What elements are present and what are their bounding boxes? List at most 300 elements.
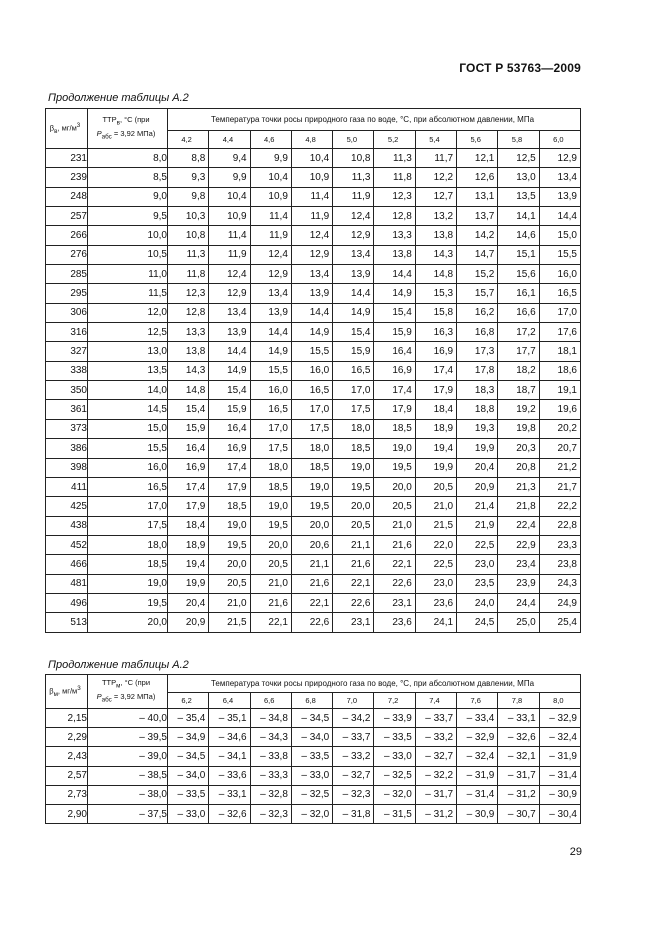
cell-dew-point: 9,3 — [168, 168, 209, 187]
cell-concentration: 2,29 — [46, 728, 88, 747]
cell-dew-point: 24,5 — [457, 613, 498, 632]
cell-dew-point: 14,9 — [374, 284, 415, 303]
cell-dew-point: 13,1 — [457, 187, 498, 206]
cell-dew-point: – 33,1 — [498, 709, 539, 728]
col-header-ttr: $ТТР_м$, °С (при $Р_{абс} = 3,92$ МПа) — [88, 675, 168, 709]
cell-dew-point: 18,0 — [291, 439, 332, 458]
cell-dew-point: 14,6 — [498, 226, 539, 245]
cell-dew-point: 24,3 — [539, 574, 580, 593]
cell-dew-point: 20,0 — [250, 535, 291, 554]
cell-dew-point: 19,3 — [457, 419, 498, 438]
cell-dew-point: 14,9 — [291, 323, 332, 342]
cell-dew-point: – 32,7 — [333, 766, 374, 785]
table-row — [46, 187, 581, 206]
cell-concentration: 373 — [46, 419, 88, 438]
table-row — [46, 245, 581, 264]
cell-dew-point: 12,2 — [415, 168, 456, 187]
cell-dew-point: – 32,4 — [457, 747, 498, 766]
cell-dew-point: – 30,9 — [457, 804, 498, 823]
cell-dew-point: 13,2 — [415, 207, 456, 226]
cell-ttr: 8,0 — [88, 149, 168, 168]
cell-dew-point: 16,4 — [374, 342, 415, 361]
cell-dew-point: 21,6 — [291, 574, 332, 593]
cell-dew-point: 12,8 — [374, 207, 415, 226]
cell-dew-point: 17,3 — [457, 342, 498, 361]
table-row — [46, 574, 581, 593]
cell-dew-point: – 32,0 — [291, 804, 332, 823]
cell-dew-point: 15,4 — [374, 303, 415, 322]
cell-dew-point: 22,6 — [374, 574, 415, 593]
cell-dew-point: 13,8 — [168, 342, 209, 361]
cell-dew-point: 16,5 — [333, 361, 374, 380]
table-row — [46, 265, 581, 284]
cell-concentration: 438 — [46, 516, 88, 535]
pressure-header-cell: 4,4 — [209, 131, 250, 149]
cell-dew-point: 13,9 — [209, 323, 250, 342]
cell-dew-point: 16,0 — [250, 381, 291, 400]
cell-dew-point: 12,4 — [333, 207, 374, 226]
pressure-header-cell: 4,8 — [291, 131, 332, 149]
cell-dew-point: 25,4 — [539, 613, 580, 632]
cell-dew-point: 11,3 — [168, 245, 209, 264]
cell-dew-point: 19,5 — [250, 516, 291, 535]
cell-dew-point: 19,0 — [250, 497, 291, 516]
cell-dew-point: 22,2 — [539, 497, 580, 516]
cell-dew-point: 24,1 — [415, 613, 456, 632]
cell-dew-point: – 32,8 — [250, 785, 291, 804]
cell-ttr: – 40,0 — [88, 709, 168, 728]
cell-concentration: 231 — [46, 149, 88, 168]
cell-dew-point: 21,2 — [539, 458, 580, 477]
cell-ttr: 16,5 — [88, 477, 168, 496]
cell-dew-point: 15,1 — [498, 245, 539, 264]
table-row — [46, 804, 581, 823]
cell-dew-point: 23,0 — [457, 555, 498, 574]
pressure-header-cell: 7,0 — [333, 693, 374, 709]
pressure-header-cell: 7,8 — [498, 693, 539, 709]
cell-dew-point: – 33,5 — [291, 747, 332, 766]
cell-dew-point: 17,9 — [168, 497, 209, 516]
cell-dew-point: 15,3 — [415, 284, 456, 303]
pressure-header-cell: 6,0 — [539, 131, 580, 149]
cell-dew-point: – 32,4 — [539, 728, 580, 747]
cell-dew-point: 11,8 — [374, 168, 415, 187]
cell-dew-point: 18,8 — [457, 400, 498, 419]
cell-concentration: 316 — [46, 323, 88, 342]
cell-dew-point: 11,9 — [250, 226, 291, 245]
cell-dew-point: 13,4 — [291, 265, 332, 284]
cell-dew-point: 17,9 — [209, 477, 250, 496]
cell-dew-point: – 33,0 — [374, 747, 415, 766]
cell-ttr: 12,0 — [88, 303, 168, 322]
cell-dew-point: 17,4 — [209, 458, 250, 477]
cell-dew-point: 11,4 — [291, 187, 332, 206]
cell-dew-point: 17,5 — [291, 419, 332, 438]
cell-dew-point: 17,6 — [539, 323, 580, 342]
cell-dew-point: 18,0 — [333, 419, 374, 438]
cell-dew-point: 9,8 — [168, 187, 209, 206]
cell-dew-point: – 30,7 — [498, 804, 539, 823]
cell-ttr: 13,0 — [88, 342, 168, 361]
cell-dew-point: – 33,6 — [209, 766, 250, 785]
cell-ttr: 19,0 — [88, 574, 168, 593]
cell-dew-point: 11,3 — [374, 149, 415, 168]
cell-dew-point: 12,3 — [168, 284, 209, 303]
cell-dew-point: 19,4 — [415, 439, 456, 458]
cell-dew-point: 18,5 — [333, 439, 374, 458]
cell-dew-point: 17,4 — [374, 381, 415, 400]
pressure-header-cell: 5,8 — [498, 131, 539, 149]
cell-dew-point: 20,9 — [457, 477, 498, 496]
cell-dew-point: 17,5 — [250, 439, 291, 458]
cell-dew-point: 22,6 — [333, 593, 374, 612]
cell-dew-point: 21,9 — [457, 516, 498, 535]
cell-dew-point: 23,1 — [374, 593, 415, 612]
cell-concentration: 2,73 — [46, 785, 88, 804]
cell-dew-point: 10,3 — [168, 207, 209, 226]
cell-dew-point: – 32,6 — [498, 728, 539, 747]
cell-dew-point: 17,5 — [333, 400, 374, 419]
cell-dew-point: 22,1 — [333, 574, 374, 593]
cell-concentration: 338 — [46, 361, 88, 380]
cell-dew-point: 15,9 — [209, 400, 250, 419]
cell-dew-point: 10,4 — [209, 187, 250, 206]
table-row — [46, 593, 581, 612]
pressure-header-cell: 5,4 — [415, 131, 456, 149]
cell-dew-point: 23,4 — [498, 555, 539, 574]
cell-dew-point: – 33,3 — [250, 766, 291, 785]
cell-dew-point: – 33,4 — [457, 709, 498, 728]
pressure-header-cell: 4,6 — [250, 131, 291, 149]
cell-dew-point: – 35,4 — [168, 709, 209, 728]
cell-dew-point: 22,5 — [457, 535, 498, 554]
cell-dew-point: 13,4 — [250, 284, 291, 303]
cell-dew-point: 17,0 — [291, 400, 332, 419]
cell-dew-point: – 33,0 — [168, 804, 209, 823]
cell-dew-point: 12,9 — [250, 265, 291, 284]
cell-dew-point: – 34,6 — [209, 728, 250, 747]
cell-dew-point: 16,5 — [250, 400, 291, 419]
cell-dew-point: 16,8 — [457, 323, 498, 342]
cell-dew-point: 19,9 — [457, 439, 498, 458]
pressure-header-cell: 8,0 — [539, 693, 580, 709]
cell-dew-point: 17,9 — [415, 381, 456, 400]
pressure-header-cell: 6,6 — [250, 693, 291, 709]
cell-dew-point: 24,0 — [457, 593, 498, 612]
cell-dew-point: 14,4 — [250, 323, 291, 342]
cell-dew-point: 21,6 — [250, 593, 291, 612]
table-row — [46, 400, 581, 419]
cell-concentration: 2,43 — [46, 747, 88, 766]
table2-body — [46, 709, 581, 824]
cell-dew-point: 23,5 — [457, 574, 498, 593]
cell-dew-point: 11,4 — [250, 207, 291, 226]
cell-dew-point: 14,9 — [333, 303, 374, 322]
cell-dew-point: 22,4 — [498, 516, 539, 535]
cell-dew-point: 19,0 — [374, 439, 415, 458]
cell-dew-point: 19,0 — [291, 477, 332, 496]
cell-dew-point: 22,8 — [539, 516, 580, 535]
cell-dew-point: 15,5 — [250, 361, 291, 380]
cell-concentration: 452 — [46, 535, 88, 554]
cell-dew-point: 12,7 — [415, 187, 456, 206]
cell-ttr: – 39,5 — [88, 728, 168, 747]
cell-dew-point: 25,0 — [498, 613, 539, 632]
cell-dew-point: 20,0 — [374, 477, 415, 496]
cell-dew-point: – 34,3 — [250, 728, 291, 747]
cell-dew-point: 15,5 — [291, 342, 332, 361]
cell-dew-point: 19,4 — [168, 555, 209, 574]
cell-concentration: 327 — [46, 342, 88, 361]
cell-dew-point: – 31,7 — [498, 766, 539, 785]
table-row — [46, 342, 581, 361]
cell-dew-point: – 34,0 — [168, 766, 209, 785]
cell-dew-point: – 33,1 — [209, 785, 250, 804]
cell-dew-point: 13,9 — [250, 303, 291, 322]
cell-dew-point: – 32,2 — [415, 766, 456, 785]
cell-dew-point: 19,5 — [333, 477, 374, 496]
cell-dew-point: 10,8 — [333, 149, 374, 168]
cell-dew-point: 20,5 — [333, 516, 374, 535]
cell-dew-point: 16,6 — [498, 303, 539, 322]
pressure-header-cell: 5,0 — [333, 131, 374, 149]
group-header-dew-point: Температура точки росы природного газа по воде, °С, при абсолютном давлении, МПа — [168, 109, 581, 131]
cell-dew-point: 23,3 — [539, 535, 580, 554]
table-row — [46, 497, 581, 516]
cell-dew-point: 12,4 — [291, 226, 332, 245]
cell-ttr: 14,5 — [88, 400, 168, 419]
cell-dew-point: 15,9 — [374, 323, 415, 342]
cell-dew-point: 14,4 — [539, 207, 580, 226]
cell-dew-point: 18,4 — [168, 516, 209, 535]
cell-dew-point: – 32,7 — [415, 747, 456, 766]
cell-dew-point: – 31,4 — [539, 766, 580, 785]
cell-dew-point: 20,5 — [250, 555, 291, 574]
cell-dew-point: 21,8 — [498, 497, 539, 516]
cell-dew-point: 10,9 — [250, 187, 291, 206]
cell-ttr: 12,5 — [88, 323, 168, 342]
cell-dew-point: 15,9 — [168, 419, 209, 438]
table-row — [46, 361, 581, 380]
cell-concentration: 2,15 — [46, 709, 88, 728]
table-row — [46, 207, 581, 226]
cell-dew-point: 15,4 — [168, 400, 209, 419]
pressure-header-cell: 7,4 — [415, 693, 456, 709]
cell-dew-point: – 32,5 — [291, 785, 332, 804]
cell-concentration: 350 — [46, 381, 88, 400]
cell-concentration: 496 — [46, 593, 88, 612]
cell-dew-point: 13,8 — [415, 226, 456, 245]
cell-dew-point: 18,1 — [539, 342, 580, 361]
cell-dew-point: 19,5 — [374, 458, 415, 477]
cell-dew-point: 18,0 — [250, 458, 291, 477]
cell-dew-point: 21,6 — [333, 555, 374, 574]
cell-dew-point: 19,0 — [209, 516, 250, 535]
cell-dew-point: 12,9 — [209, 284, 250, 303]
cell-dew-point: 12,5 — [498, 149, 539, 168]
cell-dew-point: 22,0 — [415, 535, 456, 554]
cell-dew-point: 14,4 — [209, 342, 250, 361]
cell-ttr: 16,0 — [88, 458, 168, 477]
cell-ttr: 18,5 — [88, 555, 168, 574]
cell-dew-point: – 30,9 — [539, 785, 580, 804]
cell-concentration: 398 — [46, 458, 88, 477]
pressure-header-cell: 4,2 — [168, 131, 209, 149]
cell-dew-point: 13,9 — [291, 284, 332, 303]
cell-dew-point: 21,1 — [291, 555, 332, 574]
cell-dew-point: 14,4 — [291, 303, 332, 322]
pressure-header-cell: 6,4 — [209, 693, 250, 709]
cell-dew-point: 11,9 — [291, 207, 332, 226]
cell-dew-point: 12,3 — [374, 187, 415, 206]
cell-dew-point: 14,4 — [374, 265, 415, 284]
cell-concentration: 2,90 — [46, 804, 88, 823]
table-row — [46, 613, 581, 632]
cell-concentration: 285 — [46, 265, 88, 284]
cell-dew-point: 18,2 — [498, 361, 539, 380]
cell-dew-point: 18,4 — [415, 400, 456, 419]
cell-dew-point: 12,4 — [209, 265, 250, 284]
cell-concentration: 481 — [46, 574, 88, 593]
cell-dew-point: 19,9 — [168, 574, 209, 593]
cell-concentration: 257 — [46, 207, 88, 226]
table-row — [46, 168, 581, 187]
cell-dew-point: 13,7 — [457, 207, 498, 226]
cell-dew-point: 21,7 — [539, 477, 580, 496]
cell-dew-point: 8,8 — [168, 149, 209, 168]
cell-dew-point: 18,7 — [498, 381, 539, 400]
cell-dew-point: 20,0 — [291, 516, 332, 535]
dew-point-table-1 — [45, 108, 581, 633]
cell-dew-point: 20,9 — [168, 613, 209, 632]
cell-dew-point: 20,0 — [209, 555, 250, 574]
cell-dew-point: 21,4 — [457, 497, 498, 516]
cell-dew-point: 20,6 — [291, 535, 332, 554]
cell-dew-point: 9,9 — [250, 149, 291, 168]
cell-dew-point: 19,9 — [415, 458, 456, 477]
cell-dew-point: 20,4 — [168, 593, 209, 612]
cell-dew-point: 14,2 — [457, 226, 498, 245]
table-row — [46, 728, 581, 747]
cell-dew-point: 14,3 — [415, 245, 456, 264]
cell-ttr: 10,5 — [88, 245, 168, 264]
cell-dew-point: 20,2 — [539, 419, 580, 438]
cell-dew-point: 24,9 — [539, 593, 580, 612]
cell-dew-point: 22,9 — [498, 535, 539, 554]
pressure-header-cell: 7,6 — [457, 693, 498, 709]
cell-concentration: 306 — [46, 303, 88, 322]
cell-ttr: 11,5 — [88, 284, 168, 303]
cell-dew-point: 17,7 — [498, 342, 539, 361]
cell-dew-point: 23,1 — [333, 613, 374, 632]
cell-dew-point: 10,9 — [209, 207, 250, 226]
cell-dew-point: 23,9 — [498, 574, 539, 593]
cell-dew-point: 22,1 — [291, 593, 332, 612]
cell-dew-point: – 32,0 — [374, 785, 415, 804]
cell-dew-point: – 32,3 — [333, 785, 374, 804]
cell-dew-point: 14,4 — [333, 284, 374, 303]
cell-concentration: 411 — [46, 477, 88, 496]
table-row — [46, 709, 581, 728]
cell-dew-point: 19,5 — [209, 535, 250, 554]
cell-ttr: 10,0 — [88, 226, 168, 245]
cell-dew-point: – 33,5 — [168, 785, 209, 804]
cell-dew-point: – 34,8 — [250, 709, 291, 728]
group-header-dew-point: Температура точки росы природного газа по воде, °С, при абсолютном давлении, МПа — [168, 675, 581, 693]
cell-dew-point: 23,0 — [415, 574, 456, 593]
cell-dew-point: 16,5 — [539, 284, 580, 303]
cell-dew-point: 21,0 — [374, 516, 415, 535]
cell-dew-point: 19,2 — [498, 400, 539, 419]
cell-dew-point: 13,4 — [333, 245, 374, 264]
cell-concentration: 386 — [46, 439, 88, 458]
table-row — [46, 516, 581, 535]
cell-dew-point: 12,1 — [457, 149, 498, 168]
cell-dew-point: – 31,9 — [457, 766, 498, 785]
cell-dew-point: 16,1 — [498, 284, 539, 303]
cell-dew-point: 13,0 — [498, 168, 539, 187]
cell-concentration: 2,57 — [46, 766, 88, 785]
table-row — [46, 766, 581, 785]
cell-dew-point: – 33,2 — [415, 728, 456, 747]
cell-ttr: – 37,5 — [88, 804, 168, 823]
cell-dew-point: 19,0 — [333, 458, 374, 477]
cell-dew-point: 15,7 — [457, 284, 498, 303]
cell-dew-point: 16,0 — [539, 265, 580, 284]
cell-dew-point: 15,8 — [415, 303, 456, 322]
cell-dew-point: – 33,9 — [374, 709, 415, 728]
cell-dew-point: – 32,1 — [498, 747, 539, 766]
table-row — [46, 226, 581, 245]
cell-dew-point: 18,9 — [168, 535, 209, 554]
cell-dew-point: 21,0 — [250, 574, 291, 593]
cell-ttr: 15,5 — [88, 439, 168, 458]
cell-dew-point: 18,5 — [250, 477, 291, 496]
cell-dew-point: 16,9 — [374, 361, 415, 380]
cell-dew-point: 16,5 — [291, 381, 332, 400]
cell-dew-point: 17,2 — [498, 323, 539, 342]
table-row — [46, 535, 581, 554]
pressure-header-cell: 6,8 — [291, 693, 332, 709]
cell-concentration: 276 — [46, 245, 88, 264]
cell-dew-point: 20,4 — [457, 458, 498, 477]
cell-ttr: 17,0 — [88, 497, 168, 516]
document-standard-number: ГОСТ Р 53763—2009 — [459, 61, 581, 75]
cell-dew-point: – 32,9 — [539, 709, 580, 728]
cell-dew-point: 21,0 — [209, 593, 250, 612]
cell-dew-point: 15,4 — [209, 381, 250, 400]
cell-dew-point: 21,5 — [415, 516, 456, 535]
cell-dew-point: 20,5 — [374, 497, 415, 516]
cell-dew-point: 16,9 — [209, 439, 250, 458]
cell-dew-point: – 32,6 — [209, 804, 250, 823]
cell-dew-point: 21,5 — [209, 613, 250, 632]
cell-dew-point: – 31,2 — [415, 804, 456, 823]
cell-concentration: 266 — [46, 226, 88, 245]
table-row — [46, 381, 581, 400]
cell-ttr: 14,0 — [88, 381, 168, 400]
cell-dew-point: 21,6 — [374, 535, 415, 554]
cell-ttr: 13,5 — [88, 361, 168, 380]
cell-dew-point: 15,4 — [333, 323, 374, 342]
cell-ttr: – 38,5 — [88, 766, 168, 785]
cell-dew-point: 13,8 — [374, 245, 415, 264]
cell-dew-point: 18,6 — [539, 361, 580, 380]
dew-point-table-2 — [45, 674, 581, 824]
cell-ttr: 9,5 — [88, 207, 168, 226]
cell-dew-point: 11,9 — [333, 187, 374, 206]
cell-dew-point: 21,3 — [498, 477, 539, 496]
